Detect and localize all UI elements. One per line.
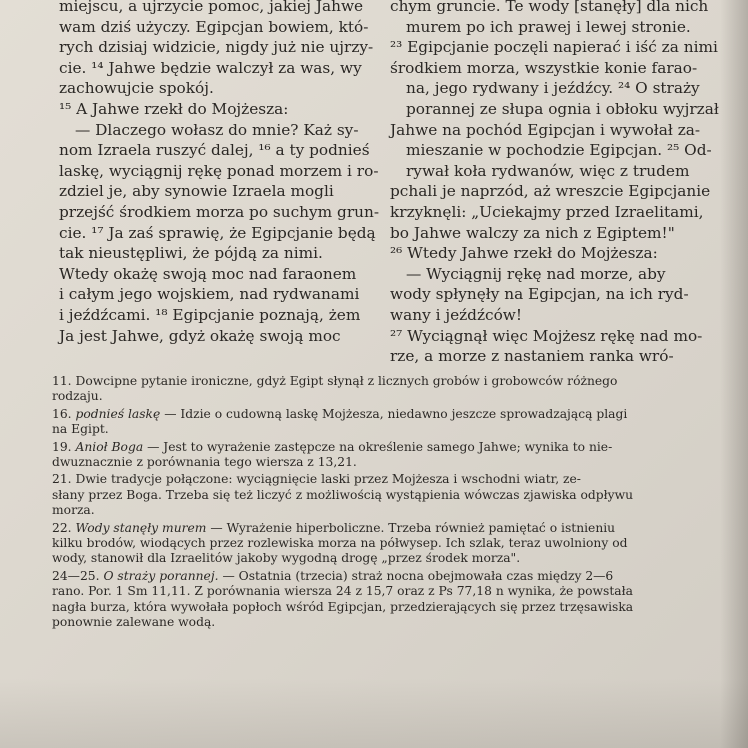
footnote-22 <box>52 521 688 567</box>
footnote-text: — Wyrażenie hiperboliczne. Trzeba również pamiętać o istnieniu <box>206 520 616 535</box>
text-line: chym gruncie. Te wody [stanęły] dla nich <box>390 0 709 15</box>
footnote-line: na Egipt. <box>52 422 109 437</box>
footnote-term: Wody stanęły murem <box>75 520 207 535</box>
text-line: cie. ¹⁷ Ja zaś sprawię, że Egipcjanie będą <box>59 223 376 242</box>
footnotes <box>52 374 688 633</box>
text-line: tak nieustępliwi, że pójdą za nimi. <box>59 244 323 263</box>
footnote-line <box>52 521 688 536</box>
text-line: rze, a morze z nastaniem ranka wró- <box>390 347 674 366</box>
footnote-text: — Jest to wyrażenie zastępcze na określenie samego Jahwe; wynika to nie- <box>143 439 613 454</box>
footnote-line: kilku brodów, wiodących przez rozlewiska morza na półwysep. Ich szlak, teraz uwolniony od <box>52 536 628 551</box>
text-line: cie. ¹⁴ Jahwe będzie walczył za was, wy <box>59 58 362 77</box>
footnote-line: słany przez Boga. Trzeba się też liczyć z możliwością wystąpienia wówczas zjawiska odpływu <box>52 487 634 502</box>
footnote-line <box>52 407 688 422</box>
footnote-line: morza. <box>52 503 95 518</box>
footnote-term: podnieś laskę <box>75 406 161 421</box>
footnote-text: — Idzie o cudowną laskę Mojżesza, niedawno jeszcze sprowadzającą plagi <box>160 406 628 421</box>
page-edge-shadow <box>720 0 748 748</box>
text-line: zachowujcie spokój. <box>59 79 214 98</box>
text-line: — Wyciągnij rękę nad morze, aby <box>406 264 666 283</box>
text-line: rywał koła rydwanów, więc z trudem <box>406 161 690 180</box>
text-line: ²³ Egipcjanie poczęli napierać i iść za nimi <box>390 38 718 57</box>
text-line: zdziel je, aby synowie Izraela mogli <box>59 182 334 201</box>
page-bottom-shadow <box>0 678 748 748</box>
footnote-term: Anioł Boga <box>75 439 144 454</box>
footnote-term: O straży porannej. <box>103 568 219 583</box>
text-line: murem po ich prawej i lewej stronie. <box>406 17 691 36</box>
footnote-line: 11. Dowcipne pytanie ironiczne, gdyż Egipt słynął z licznych grobów i grobowców różnego <box>52 374 618 388</box>
text-line: bo Jahwe walczy za nich z Egiptem!" <box>390 223 675 242</box>
text-line: miejscu, a ujrzycie pomoc, jakiej Jahwe <box>59 0 364 15</box>
footnote-line: wody, stanowił dla Izraelitów jakoby wygodną drogę „przez środek morza". <box>52 551 521 566</box>
text-line: nom Izraela ruszyć dalej, ¹⁶ a ty podnieś <box>59 141 370 160</box>
text-line: Ja jest Jahwe, gdyż okażę swoją moc <box>59 326 341 345</box>
text-line: i całym jego wojskiem, nad rydwanami <box>59 285 360 304</box>
footnote-line: 21. Dwie tradycje połączone: wyciągnięcie laski przez Mojżesza i wschodni wiatr, ze- <box>52 472 581 487</box>
text-line: laskę, wyciągnij rękę ponad morzem i ro- <box>59 161 379 180</box>
text-line: ¹⁵ A Jahwe rzekł do Mojżesza: <box>59 99 289 118</box>
footnote-16 <box>52 407 688 438</box>
footnote-11 <box>52 374 688 405</box>
footnote-21 <box>52 472 688 518</box>
left-text-column <box>59 0 380 346</box>
footnote-ref: 24—25. <box>52 568 100 583</box>
footnote-line <box>52 440 688 455</box>
right-text-column <box>390 0 719 367</box>
footnote-line: rano. Por. 1 Sm 11,11. Z porównania wiersza 24 z 15,7 oraz z Ps 77,18 n wynika, że powstała <box>52 584 633 599</box>
footnote-text: — Ostatnia (trzecia) straż nocna obejmowała czas między 2—6 <box>218 568 614 583</box>
text-line: i jeźdźcami. ¹⁸ Egipcjanie poznają, żem <box>59 305 361 324</box>
footnote-line: dwuznacznie z porównania tego wiersza z 13,21. <box>52 455 357 470</box>
footnote-line: ponownie zalewane wodą. <box>52 615 216 630</box>
footnote-ref: 22. <box>52 520 72 535</box>
footnote-24-25 <box>52 569 688 631</box>
text-line: wody spłynęły na Egipcjan, na ich ryd- <box>390 285 689 304</box>
text-line: wany i jeźdźców! <box>390 305 523 324</box>
footnote-19 <box>52 440 688 471</box>
footnote-line <box>52 569 688 584</box>
text-line: krzyknęli: „Uciekajmy przed Izraelitami, <box>390 202 704 221</box>
text-line: Jahwe na pochód Egipcjan i wywołał za- <box>390 120 701 139</box>
text-line: na, jego rydwany i jeźdźcy. ²⁴ O straży <box>406 79 700 98</box>
text-line: porannej ze słupa ognia i obłoku wyjrzał <box>406 99 719 118</box>
text-line: wam dziś użyczy. Egipcjan bowiem, któ- <box>59 17 369 36</box>
footnote-line: nagła burza, która wywołała popłoch wśród Egipcjan, przedzierających się przez trzęsawiska <box>52 599 634 614</box>
footnote-ref: 19. <box>52 439 72 454</box>
text-line: rych dzisiaj widzicie, nigdy już nie ujrzy- <box>59 38 374 57</box>
text-line: przejść środkiem morza po suchym grun- <box>59 202 380 221</box>
text-line: Wtedy okażę swoją moc nad faraonem <box>59 264 357 283</box>
text-line: mieszanie w pochodzie Egipcjan. ²⁵ Od- <box>406 141 712 160</box>
text-line: ²⁶ Wtedy Jahwe rzekł do Mojżesza: <box>390 244 658 263</box>
footnote-line: rodzaju. <box>52 389 103 404</box>
footnote-ref: 16. <box>52 406 72 421</box>
text-line: ²⁷ Wyciągnął więc Mojżesz rękę nad mo- <box>390 326 703 345</box>
text-line: — Dlaczego wołasz do mnie? Każ sy- <box>75 120 359 139</box>
text-line: środkiem morza, wszystkie konie farao- <box>390 58 698 77</box>
text-line: pchali je naprzód, aż wreszcie Egipcjanie <box>390 182 711 201</box>
